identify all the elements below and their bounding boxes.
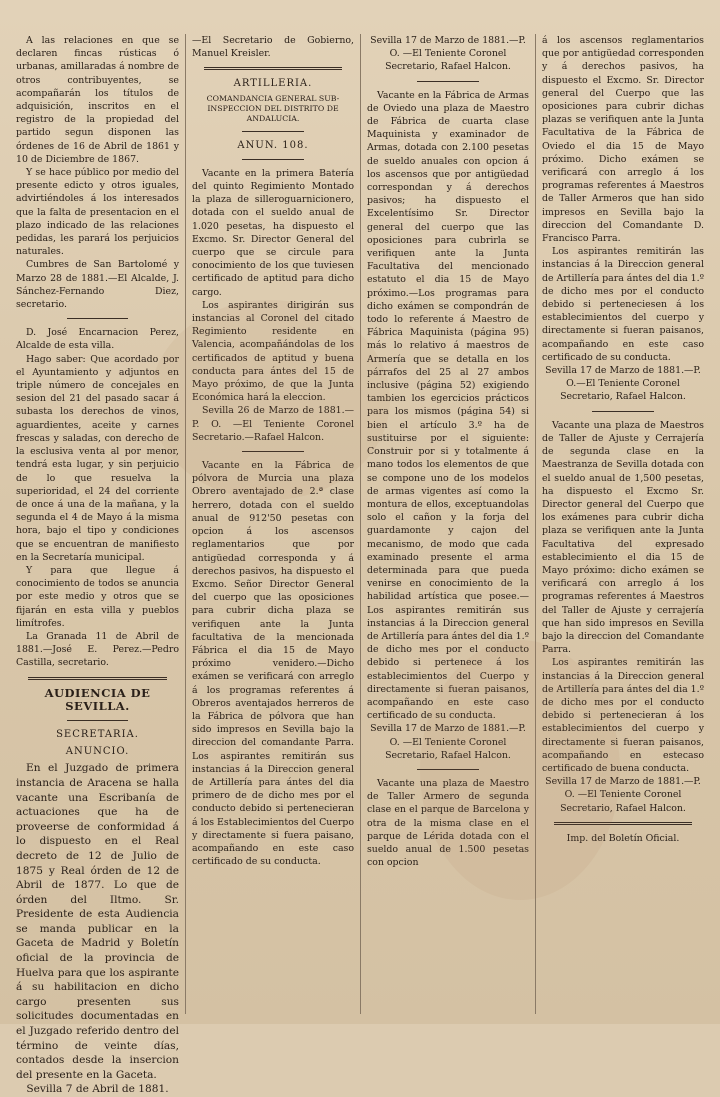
paragraph: Y se hace público por medio del presente edicto y otros iguales, advirtiéndoles á los interesados que la falta de presentacion en el plazo indicado de las relaciones pedidas, les parará los perjuicios naturales. [16, 167, 179, 258]
section-divider [242, 451, 304, 452]
paragraph: Vacante en la Fábrica de Armas de Oviedo una plaza de Maestro de Fábrica de cuarta clase Maquinista y examinador de Armas, dotada con 2.100 pesetas de sueldo anuales con opcion á los ascensos que por antigüedad correspondan y á derechos pasivos; ha dispuesto el Excelentísimo Sr. Director general del cuerpo que las oposiciones para cubrirla se verifiquen ante la Junta Facultativa del mencionado estatuto el dia 15 de Mayo próximo.—Los programas para dicho exámen se compondrán de todo lo referente á Maestro de Fábrica Maquinista (página 95) más lo relativo á maestros de Armería que se detalla en los párrafos del 25 al 27 ambos inclusive (página 52) exigiendo tambien los egercicios prácticos para los mismos (página 54) si bien el artículo 3.º ha de sustituirse por el siguiente: Construir por si y totalmente á mano todos los elementos de que se compone uno de los modelos de armas vigentes así como la montura de ellos, exceptuandolas solo el cañon y la forja del guardamonte y cajon del mecanismo, de modo que cada examinado presente el arma determinada para que pueda venirse en conocimiento de la habilidad artística que posee.—Los aspirantes remitirán sus instancias á la Direccion general de Artillería para ántes del dia 1.º de dicho mes por el conducto debido si pertenece á los establecimientos del Cuerpo y directamente si fueran paisanos, acompañando en este caso certificado de su conducta. [367, 89, 529, 722]
paragraph: D. José Encarnacion Perez, Alcalde de esta villa. [16, 327, 179, 352]
section-divider [242, 131, 304, 132]
paragraph: En el Juzgado de primera instancia de Aracena se halla vacante una Escribanía de actuaciones que ha de proveerse de conformidad á lo dispuesto en el Real decreto de 12 de Julio de 1875 y Real órden de 12 de Abril de 1877. Lo que de órden del Iltmo. Sr. Presidente de esta Audiencia se manda publicar en la Gaceta de Madrid y Boletín oficial de la provincia de Huelva para que los aspirante á su habilitacion en dicho cargo presenten sus solicitudes documentadas en el Juzgado referido dentro del término de veinte días, contados desde la insercion del presente en la Gaceta. [16, 762, 179, 1081]
paragraph: á los ascensos reglamentarios que por antigüedad corresponden y á derechos pasivos, ha dispuesto el Excmo. Sr. Director general del Cuerpo que las oposiciones para cubrir dichas plazas se verifiquen ante la Junta Facultativa de la Fábrica de Oviedo el dia 15 de Mayo próximo. Dicho exámen se verificará con arreglo á los programas referentes á Maestros de Taller Armeros que han sido impresos en Sevilla bajo la direccion del Comandante D. Francisco Parra. [542, 35, 704, 245]
section-heading: ARTILLERIA. [233, 78, 313, 90]
signature: Sevilla 17 de Marzo de 1881.—P. O.—El Teniente Coronel Secretario, Rafael Halcon. [545, 365, 701, 403]
paragraph: —El Secretario de Gobierno, Manuel Kreisler. [192, 35, 354, 60]
signature: Sevilla 17 de Marzo de 1881.—P. O. —El Teniente Coronel Secretario, Rafael Halcon. [370, 35, 526, 73]
section-divider [592, 411, 654, 412]
section-subheading: ANUNCIO. [65, 746, 130, 758]
section-divider [242, 159, 304, 160]
section-divider [28, 677, 167, 680]
section-divider [417, 769, 479, 770]
paragraph: Los aspirantes remitirán las instancias á la Direccion general de Artillería para ántes del dia 1.º de dicho mes por el conducto debido si perteneciesen á los establecimientos del cuerpo y directamente si fueran paisanos, acompañando en este caso certificado de su conducta. [542, 246, 704, 363]
paragraph: Sevilla 26 de Marzo de 1881.—P. O. —El Teniente Coronel Secretario.—Rafael Halcon. [192, 405, 354, 443]
column-4 [535, 34, 710, 1014]
section-divider [204, 67, 342, 70]
section-divider [67, 318, 129, 319]
signature: Sevilla 7 de Abril de 1881. [26, 1083, 169, 1096]
column-1 [10, 34, 185, 1096]
section-divider [417, 81, 479, 82]
paragraph: Vacante en la primera Batería del quinto Regimiento Montado la plaza de silleroguarnicionero, dotada con el sueldo anual de 1.020 pesetas, ha dispuesto el Excmo. Sr. Director General del cuerpo que se circule para conocimiento de los que tuviesen certificado de aptitud para dicho cargo. [192, 167, 354, 298]
paragraph: Vacante en la Fábrica de pólvora de Murcia una plaza Obrero aventajado de 2.ª clase herrero, dotada con el sueldo anual de 912'50 pesetas con opcion á los ascensos reglamentarios que por antigüedad corresponda y á derechos pasivos, ha dispuesto el Excmo. Señor Director General del cuerpo que las oposiciones para cubrir dicha plaza se verifiquen ante la Junta facultativa de la mencionada Fábrica el dia 15 de Mayo próximo venidero.—Dicho exámen se verificará con arreglo á los programas referentes á Obreros aventajados herreros de la Fábrica de pólvora que han sido impresos en Sevilla bajo la direccion del comandante Parra. Los aspirantes remitirán sus instancias á la Direccion general de Artillería para ántes del dia primero de de dicho mes por el conducto debido si pertenecieran á los Establecimientos del Cuerpo y directamente si fuera paisano, acompañando en este caso certificado de su conducta. [192, 460, 354, 868]
column-2 [185, 34, 360, 1014]
column-3 [360, 34, 535, 1014]
section-divider [67, 720, 129, 721]
imprint: Imp. del Boletín Oficial. [566, 832, 680, 844]
paragraph: Los aspirantes remitirán las instancias á la Direccion general de Artillería para ántes del dia 1.º de dicho mes por el conducto debido si pertenecieran á los establecimientos del cuerpo y directamente si fueran paisanos, acompañando en estecaso certificado de buena conducta. [542, 657, 704, 774]
section-subheading: COMANDANCIA GENERAL SUB-INSPECCION DEL DISTRITO DE ANDALUCIA. [206, 93, 340, 123]
paragraph: Y para que llegue á conocimiento de todos se anuncia por este medio y otros que se fijarán en esta villa y pueblos limítrofes. [16, 564, 179, 629]
section-subheading: SECRETARIA. [56, 728, 139, 740]
paragraph: La Granada 11 de Abril de 1881.—José E. Perez.—Pedro Castilla, secretario. [16, 630, 179, 669]
section-heading: AUDIENCIA DE SEVILLA. [44, 685, 151, 713]
announcement-number: ANUN. 108. [237, 139, 309, 151]
signature: Sevilla 17 de Marzo de 1881.—P. O. —El Teniente Coronel Secretario, Rafael Halcon. [370, 723, 526, 761]
paragraph: Los aspirantes dirigirán sus instancias al Coronel del citado Regimiento residente en Valencia, acompañándolas de los certificados de aptitud y buena conducta para ántes del 15 de Mayo próximo, de que la Junta Económica hará la eleccion. [192, 299, 354, 404]
signature: Sevilla 17 de Marzo de 1881.—P. O. —El Teniente Coronel Secretario, Rafael Halcon. [545, 776, 701, 814]
paragraph: Hago saber: Que acordado por el Ayuntamiento y adjuntos en triple número de concejales en sesion del 21 del pasado sacar á subasta los derechos de vinos, aguardientes, aceite y carnes frescas y saladas, con derecho de la esclusiva venta al por menor, tendrá esta lugar, y sin perjuicio de lo que resuelva la superioridad, el 24 del corriente de once á una de la mañana, y la segunda el 4 de Mayo á la misma hora, bajo el tipo y condiciones que se encuentran de manifiesto en la Secretaría municipal. [16, 353, 179, 563]
paragraph: A las relaciones en que se declaren fincas rústicas ó urbanas, amillaradas á nombre de otros contribuyentes, se acompañarán los títulos de adquisición, inscritos en el registro de la propiedad del partido segun disponen las órdenes de 16 de Abril de 1861 y 10 de Diciembre de 1867. [16, 35, 179, 165]
columns-container [10, 34, 710, 1096]
section-divider [554, 822, 692, 825]
paragraph: Vacante una plaza de Maestros de Taller de Ajuste y Cerrajería de segunda clase en la Maestranza de Sevilla dotada con el sueldo anual de 1,500 pesetas, ha dispuesto el Excmo Sr. Director general del Cuerpo que los exámenes para cubrir dicha plaza se verifiquen ante la Junta Facultativa del expresado establecimiento el dia 15 de Mayo próximo: dicho exámen se verificará con arreglo á los programas referentes á Maestros del Taller de Ajuste y cerrajería que han sido impresos en Sevilla bajo la direccion del Comandante Parra. [542, 419, 704, 656]
paragraph: Cumbres de San Bartolomé y Marzo 28 de 1881.—El Alcalde, J. Sánchez-Fernando Diez, secretario. [16, 259, 179, 311]
paragraph: Vacante una plaza de Maestro de Taller Armero de segunda clase en el parque de Barcelona y otra de la misma clase en el parque de Lérida dotada con el sueldo anual de 1.500 pesetas con opcion [367, 777, 529, 869]
